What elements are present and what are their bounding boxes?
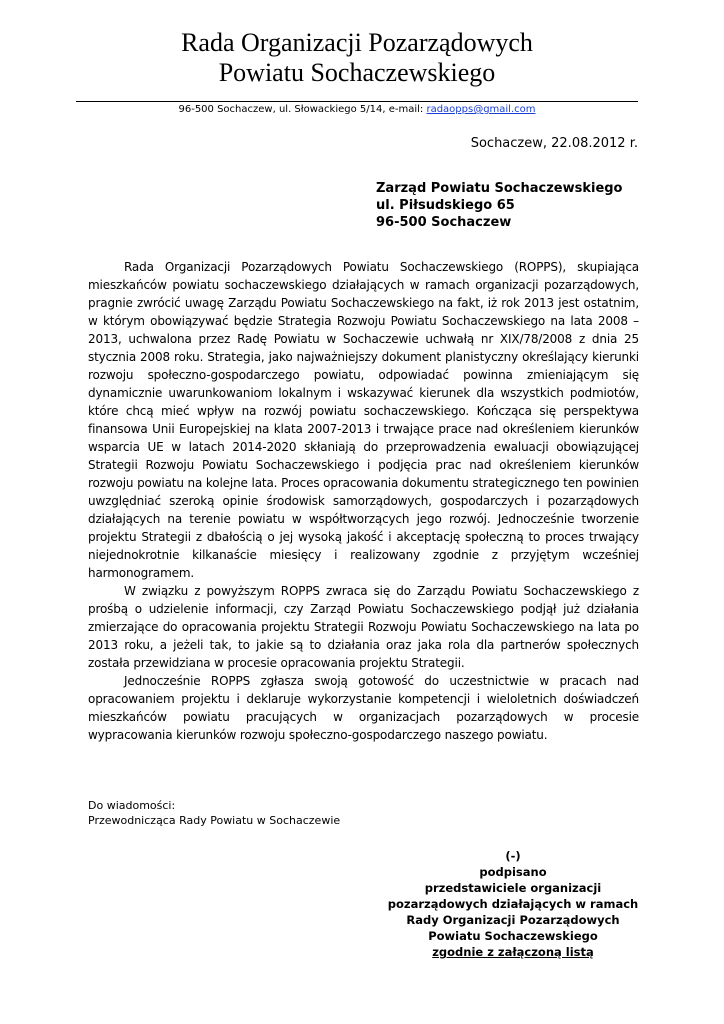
email-link[interactable]: radaopps@gmail.com — [426, 104, 536, 115]
letterhead-contact — [76, 103, 638, 117]
addressee-line2: ul. Piłsudskiego 65 — [376, 198, 515, 213]
letterhead-divider — [76, 101, 638, 102]
cc-recipient: Przewodnicząca Rady Powiatu w Sochaczewie — [88, 814, 341, 827]
cc-label: Do wiadomości: — [88, 799, 176, 812]
letterhead-address: 96-500 Sochaczew, ul. Słowackiego 5/14, e-mail: — [178, 104, 427, 115]
addressee-block — [376, 180, 623, 231]
letterhead-org-line2: Powiatu Sochaczewskiego — [218, 58, 496, 87]
addressee-line1: Zarząd Powiatu Sochaczewskiego — [376, 181, 623, 196]
body-paragraph-3: Jednocześnie ROPPS zgłasza swoją gotowość do uczestnictwie w pracach nad opracowaniem projektu i deklaruje wykorzystanie kompetencji i wieloletnich doświadczeń mieszkańców powiatu pracujących w organizacjach pozarządowych w procesie wypracowania kierunków rozwoju społeczno-gospodarczego naszego powiatu. — [88, 674, 639, 742]
letterhead-title — [76, 28, 638, 88]
signature-line1: podpisano — [479, 865, 547, 879]
addressee-line3: 96-500 Sochaczew — [376, 215, 512, 230]
signature-mark: (-) — [505, 849, 521, 863]
signature-line4: Rady Organizacji Pozarządowych — [406, 913, 620, 927]
place-and-date: Sochaczew, 22.08.2012 r. — [470, 136, 638, 151]
letter-body — [88, 258, 639, 744]
signature-line2: przedstawiciele organizacji — [424, 881, 602, 895]
signature-line3: pozarządowych działających w ramach — [387, 897, 639, 911]
cc-block — [88, 798, 340, 828]
body-paragraph-2: W związku z powyższym ROPPS zwraca się do Zarządu Powiatu Sochaczewskiego z prośbą o udzielenie informacji, czy Zarząd Powiatu Sochaczewskiego podjął już działania zmierzające do opracowania projektu Strategii Rozwoju Powiatu Sochaczewskiego na lata po 2013 roku, a jeżeli tak, to jakie są to działania oraz jaka rola dla partnerów społecznych została przewidziana w procesie opracowania projektu Strategii. — [88, 584, 639, 670]
letterhead-org-line1: Rada Organizacji Pozarządowych — [181, 28, 533, 57]
signature-block — [373, 848, 653, 960]
signature-line6: zgodnie z załączoną listą — [432, 945, 594, 959]
body-paragraph-1: Rada Organizacji Pozarządowych Powiatu Sochaczewskiego (ROPPS), skupiająca mieszkańców powiatu sochaczewskiego działających w ramach organizacji pozarządowych, pragnie zwrócić uwagę Zarządu Powiatu Sochaczewskiego na fakt, iż rok 2013 jest ostatnim, w którym obowiązywać będzie Strategia Rozwoju Powiatu Sochaczewskiego na lata 2008 – 2013, uchwalona przez Radę Powiatu w Sochaczewie uchwałą nr XIX/78/2008 z dnia 25 stycznia 2008 roku. Strategia, jako najważniejszy dokument planistyczny określający kierunki rozwoju społeczno-gospodarczego powiatu, odpowiadać powinna zmieniającym się dynamicznie uwarunkowaniom lokalnym i wskazywać kierunek dla wszystkich podmiotów, które chcą mieć wpływ na rozwój powiatu sochaczewskiego. Kończąca się perspektywa finansowa Unii Europejskiej na klata 2007-2013 i trwające prace nad określeniem kierunków wsparcia UE w latach 2014-2020 skłaniają do przeprowadzenia ewaluacji obowiązującej Strategii Rozwoju Powiatu Sochaczewskiego i podjęcia prac nad określeniem kierunków rozwoju powiatu na kolejne lata. Proces opracowania dokumentu strategicznego ten powinien uwzględniać szeroką opinie środowisk samorządowych, gospodarczych i pozarządowych działających na terenie powiatu w współtworzących jego rozwój. Jednocześnie tworzenie projektu Strategii z dbałością o jej wysoką jakość i akceptację społeczną to proces trwający niejednokrotnie kilkanaście miesięcy i realizowany zgodnie z przyjętym wcześniej harmonogramem. — [88, 260, 639, 580]
signature-line5: Powiatu Sochaczewskiego — [428, 929, 598, 943]
